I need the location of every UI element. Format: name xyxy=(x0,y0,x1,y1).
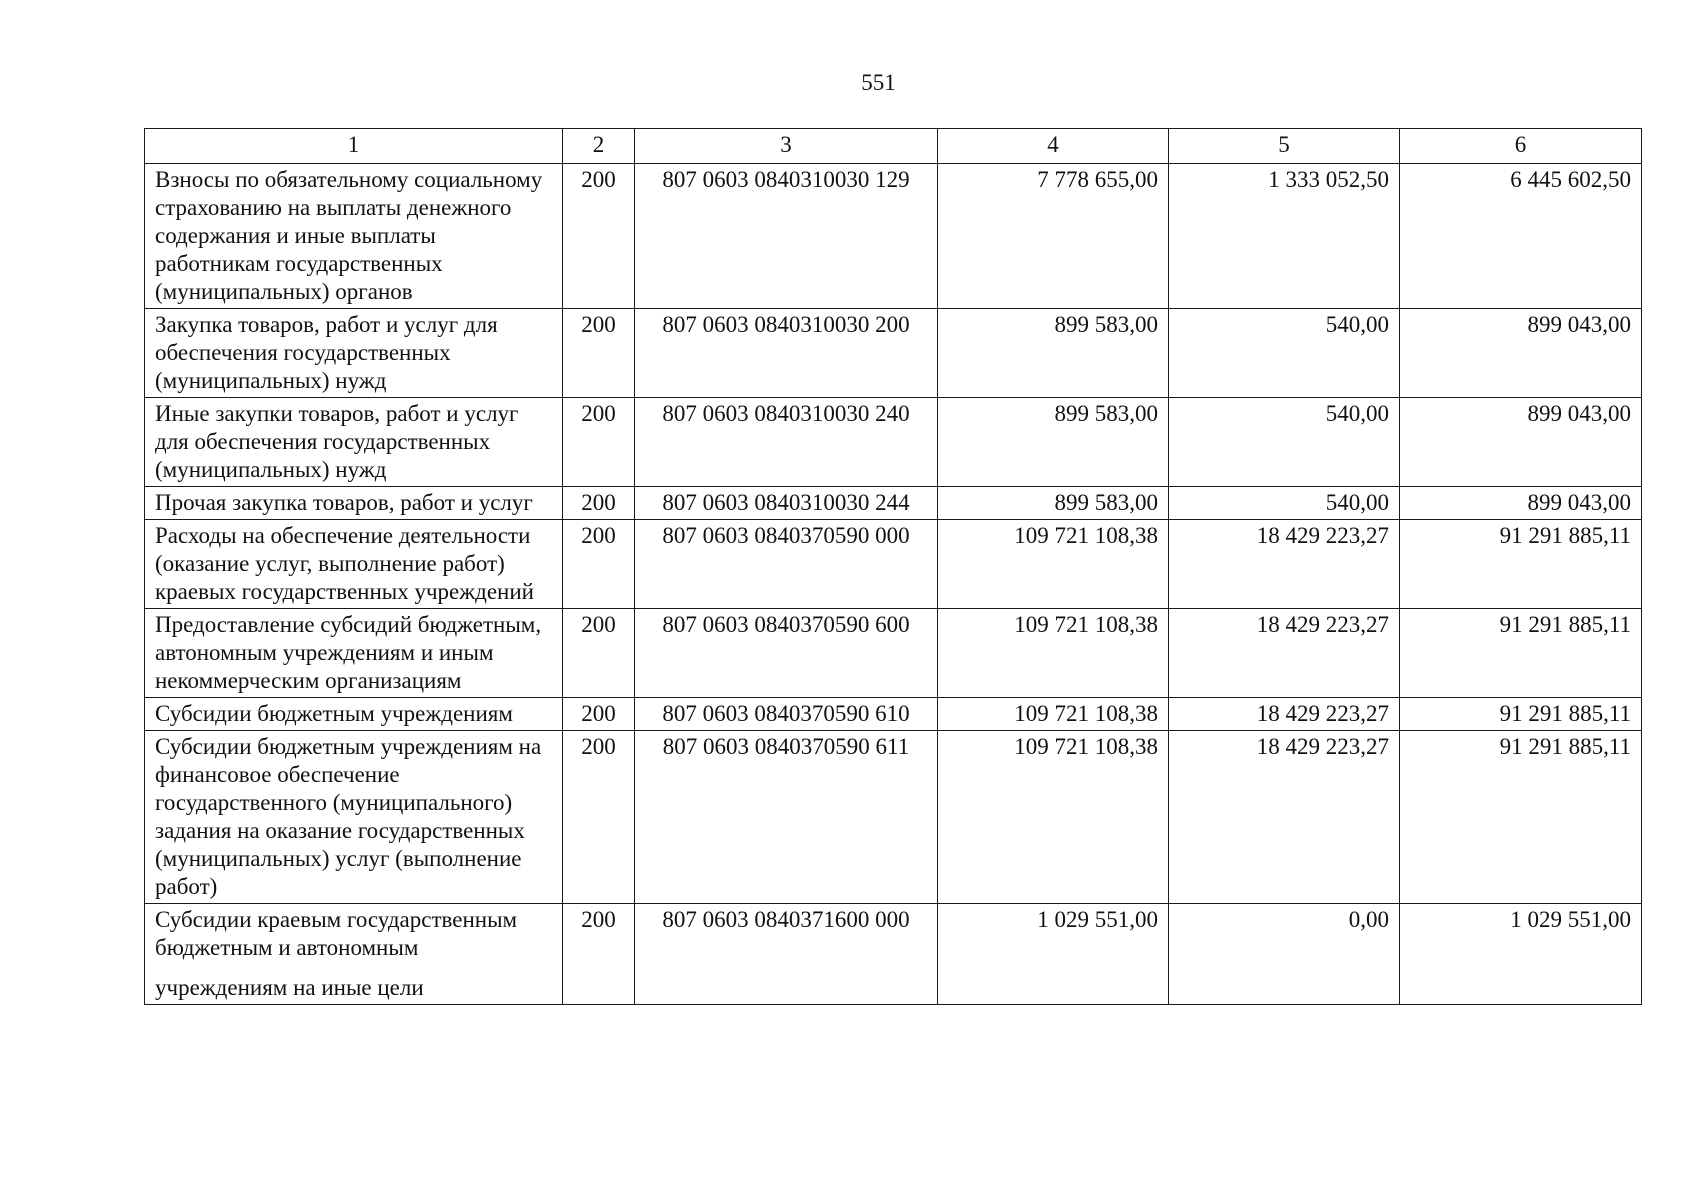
row-budget-code: 807 0603 0840370590 611 xyxy=(635,731,938,904)
row-unexecuted: 899 043,00 xyxy=(1400,487,1642,520)
row-approved: 899 583,00 xyxy=(938,398,1169,487)
row-name: Закупка товаров, работ и услуг для обеспечения государственных (муниципальных) нужд xyxy=(145,309,563,398)
row-budget-code: 807 0603 0840310030 129 xyxy=(635,164,938,309)
row-approved: 899 583,00 xyxy=(938,487,1169,520)
row-executed: 18 429 223,27 xyxy=(1169,731,1400,904)
row-line-code: 200 xyxy=(563,698,635,731)
row-name: Взносы по обязательному социальному страхованию на выплаты денежного содержания и иные выплаты работникам государственных (муниципальных) органов xyxy=(145,164,563,309)
header-col-2: 2 xyxy=(563,129,635,164)
row-line-code: 200 xyxy=(563,487,635,520)
table-row xyxy=(145,398,1642,487)
row-line-code: 200 xyxy=(563,904,635,1005)
page-number: 551 xyxy=(861,70,896,95)
row-line-code: 200 xyxy=(563,398,635,487)
row-executed: 18 429 223,27 xyxy=(1169,520,1400,609)
row-name-part2: учреждениям на иные цели xyxy=(155,975,424,1000)
row-line-code: 200 xyxy=(563,609,635,698)
header-col-3: 3 xyxy=(635,129,938,164)
header-col-1: 1 xyxy=(145,129,563,164)
budget-table xyxy=(144,128,1642,1005)
row-name: Предоставление субсидий бюджетным, автономным учреждениям и иным некоммерческим организациям xyxy=(145,609,563,698)
row-name: Расходы на обеспечение деятельности (оказание услуг, выполнение работ) краевых государственных учреждений xyxy=(145,520,563,609)
row-line-code: 200 xyxy=(563,309,635,398)
table-row xyxy=(145,520,1642,609)
row-budget-code: 807 0603 0840310030 244 xyxy=(635,487,938,520)
row-unexecuted: 899 043,00 xyxy=(1400,398,1642,487)
row-executed: 540,00 xyxy=(1169,309,1400,398)
row-name: Прочая закупка товаров, работ и услуг xyxy=(145,487,563,520)
row-budget-code: 807 0603 0840310030 240 xyxy=(635,398,938,487)
row-budget-code: 807 0603 0840371600 000 xyxy=(635,904,938,1005)
table-row xyxy=(145,904,1642,1005)
row-unexecuted: 91 291 885,11 xyxy=(1400,520,1642,609)
row-approved: 899 583,00 xyxy=(938,309,1169,398)
row-executed: 540,00 xyxy=(1169,398,1400,487)
row-executed: 0,00 xyxy=(1169,904,1400,1005)
row-name: Субсидии бюджетным учреждениям xyxy=(145,698,563,731)
row-line-code: 200 xyxy=(563,731,635,904)
row-approved: 7 778 655,00 xyxy=(938,164,1169,309)
row-approved: 109 721 108,38 xyxy=(938,609,1169,698)
table-row xyxy=(145,487,1642,520)
row-unexecuted: 91 291 885,11 xyxy=(1400,609,1642,698)
row-line-code: 200 xyxy=(563,164,635,309)
row-approved: 1 029 551,00 xyxy=(938,904,1169,1005)
row-name: Субсидии бюджетным учреждениям на финансовое обеспечение государственного (муниципального) задания на оказание государственных (муниципальных) услуг (выполнение работ) xyxy=(145,731,563,904)
row-executed: 540,00 xyxy=(1169,487,1400,520)
row-budget-code: 807 0603 0840310030 200 xyxy=(635,309,938,398)
header-col-5: 5 xyxy=(1169,129,1400,164)
row-name xyxy=(145,904,563,1005)
row-budget-code: 807 0603 0840370590 000 xyxy=(635,520,938,609)
row-name-gap xyxy=(155,962,552,974)
row-budget-code: 807 0603 0840370590 610 xyxy=(635,698,938,731)
header-col-6: 6 xyxy=(1400,129,1642,164)
table-row xyxy=(145,609,1642,698)
table-row xyxy=(145,731,1642,904)
header-col-4: 4 xyxy=(938,129,1169,164)
row-executed: 1 333 052,50 xyxy=(1169,164,1400,309)
row-budget-code: 807 0603 0840370590 600 xyxy=(635,609,938,698)
row-approved: 109 721 108,38 xyxy=(938,698,1169,731)
table-row xyxy=(145,698,1642,731)
row-approved: 109 721 108,38 xyxy=(938,731,1169,904)
row-executed: 18 429 223,27 xyxy=(1169,698,1400,731)
table-row xyxy=(145,309,1642,398)
row-approved: 109 721 108,38 xyxy=(938,520,1169,609)
header-row xyxy=(145,129,1642,164)
row-name-part1: Субсидии краевым государственным бюджетным и автономным xyxy=(155,907,518,960)
row-unexecuted: 91 291 885,11 xyxy=(1400,731,1642,904)
row-unexecuted: 899 043,00 xyxy=(1400,309,1642,398)
row-name: Иные закупки товаров, работ и услуг для обеспечения государственных (муниципальных) нужд xyxy=(145,398,563,487)
row-line-code: 200 xyxy=(563,520,635,609)
row-unexecuted: 6 445 602,50 xyxy=(1400,164,1642,309)
row-unexecuted: 1 029 551,00 xyxy=(1400,904,1642,1005)
row-unexecuted: 91 291 885,11 xyxy=(1400,698,1642,731)
table-row xyxy=(145,164,1642,309)
row-executed: 18 429 223,27 xyxy=(1169,609,1400,698)
